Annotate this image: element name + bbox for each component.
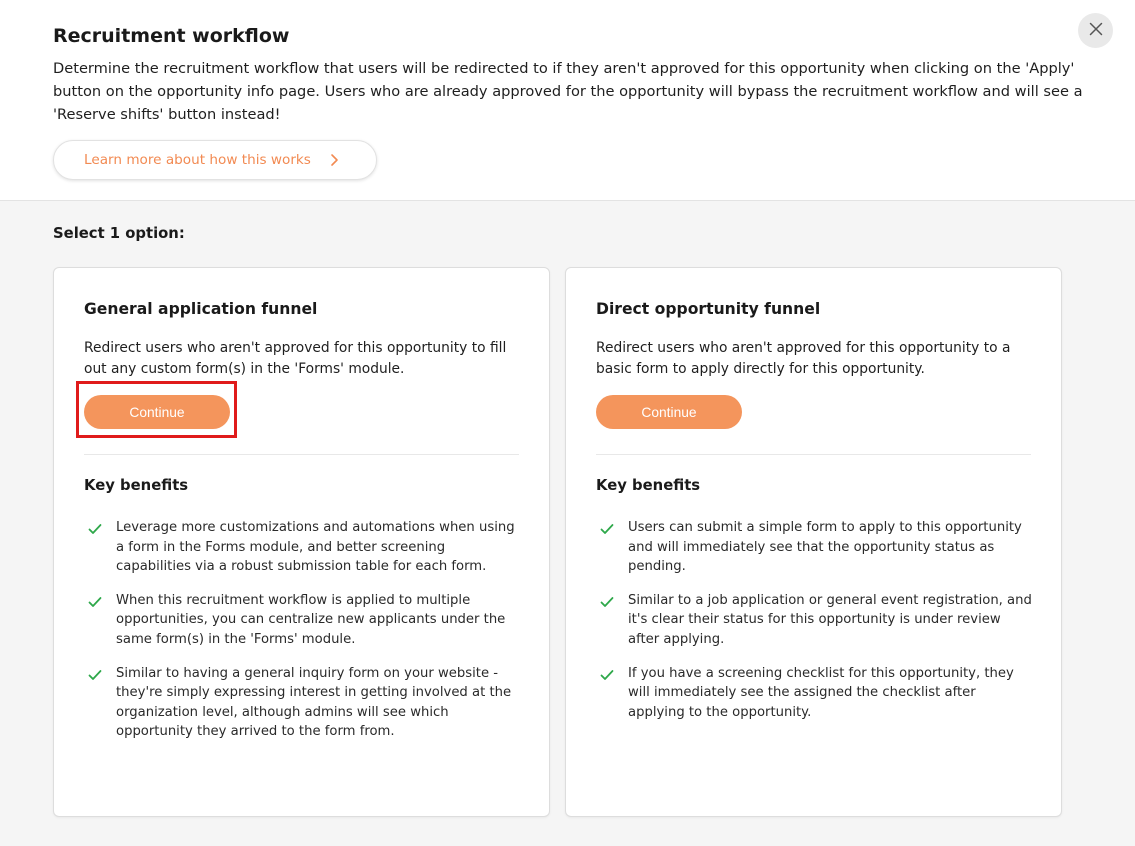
highlight-box [76,381,237,438]
card-description: Redirect users who aren't approved for this opportunity to fill out any custom form(s) in the 'Forms' module. [84,340,507,377]
divider [596,454,1031,455]
select-option-label: Select 1 option: [53,225,185,242]
check-icon [88,523,102,535]
benefits-title: Key benefits [596,477,701,494]
close-button[interactable] [1078,13,1113,48]
check-icon [88,596,102,608]
general-application-funnel-card [53,267,550,817]
card-title: Direct opportunity funnel [596,300,821,318]
learn-more-label: Learn more about how this works [84,152,311,168]
benefit-item [84,518,524,577]
benefit-item [596,664,1036,723]
learn-more-button[interactable] [53,140,377,180]
direct-opportunity-funnel-card [565,267,1062,817]
divider [84,454,519,455]
benefit-item [596,591,1036,650]
card-title: General application funnel [84,300,318,318]
benefit-text: When this recruitment workflow is applied to multiple opportunities, you can centralize new applicants under the same form(s) in the 'Forms' module. [116,592,506,647]
check-icon [600,669,614,681]
modal-title: Recruitment workflow [53,25,290,47]
benefit-text: If you have a screening checklist for this opportunity, they will immediately see the assigned the checklist after applying to the opportunity. [628,665,1014,720]
continue-button-direct[interactable]: Continue [596,395,742,429]
benefits-list [596,518,1036,736]
benefit-item [84,591,524,650]
benefits-list [84,518,524,756]
benefit-item [596,518,1036,577]
benefits-title: Key benefits [84,477,189,494]
check-icon [600,523,614,535]
benefit-text: Similar to having a general inquiry form on your website - they're simply expressing interest in getting involved at the organization level, although admins will see which opportunity they arrived to the form from. [116,665,512,740]
benefit-text: Users can submit a simple form to apply to this opportunity and will immediately see that the opportunity status as pending. [628,520,1022,575]
card-description: Redirect users who aren't approved for this opportunity to a basic form to apply directly for this opportunity. [596,340,1011,377]
close-icon [1089,21,1103,40]
modal-description: Determine the recruitment workflow that users will be redirected to if they aren't approved for this opportunity when clicking on the 'Apply' button on the opportunity info page. Users who are already approved for the opportunity will bypass the recruitment workflow and will see a 'Reserve shifts' button instead! [53,60,1083,123]
modal-header [0,0,1135,201]
check-icon [600,596,614,608]
check-icon [88,669,102,681]
benefit-text: Leverage more customizations and automations when using a form in the Forms module, and better screening capabilities via a robust submission table for each form. [116,520,515,575]
chevron-right-icon [327,153,341,167]
continue-button-general[interactable]: Continue [84,395,230,429]
benefit-item [84,664,524,742]
benefit-text: Similar to a job application or general event registration, and it's clear their status for this opportunity is under review after applying. [628,592,1032,647]
